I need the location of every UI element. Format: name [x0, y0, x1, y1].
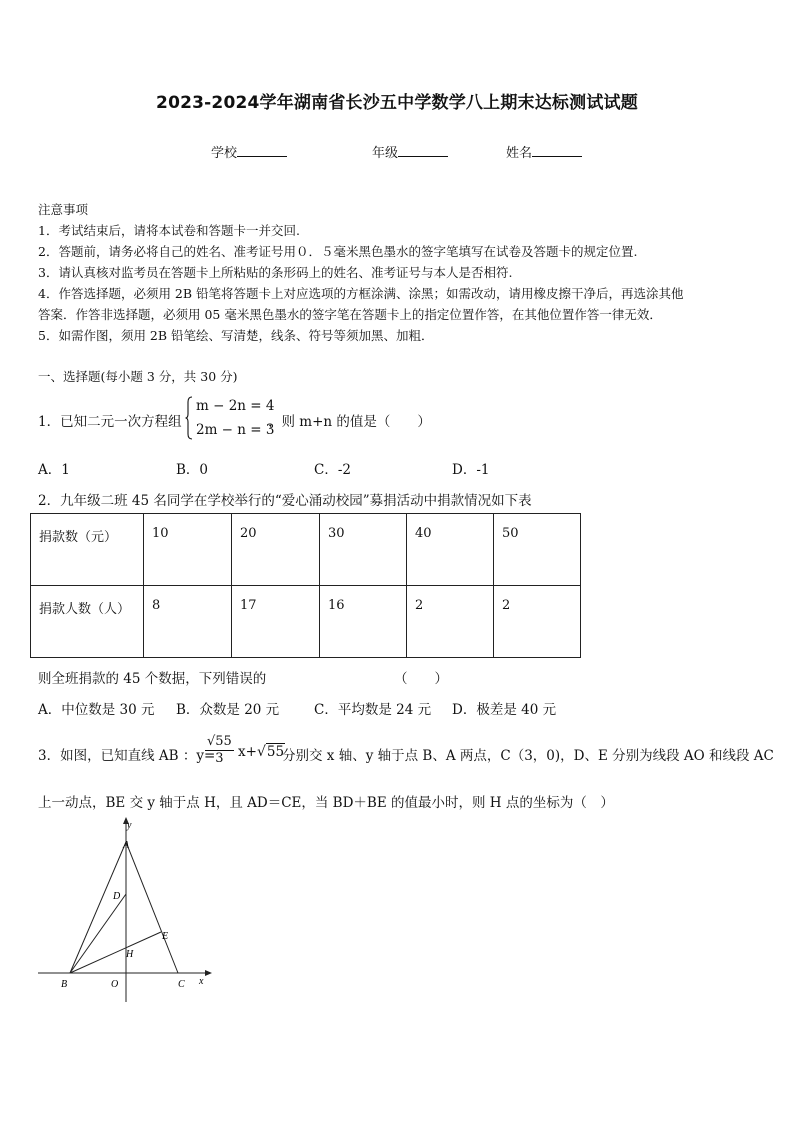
school-blank: [237, 144, 287, 157]
sqrt-icon: √: [256, 744, 266, 760]
table-cell: 2: [407, 586, 494, 658]
label-e: E: [162, 931, 169, 942]
q3-sqrt-value: 55: [266, 744, 285, 760]
x-axis-arrow-icon: [205, 970, 212, 976]
label-c: C: [178, 979, 185, 990]
q1-suffix: ，则 m+n 的值是（ ）: [268, 414, 431, 430]
notice-item: 2．答题前，请务必将自己的姓名、准考证号用０．５毫米黑色墨水的签字笔填写在试卷及答题卡的规定位置.: [38, 244, 638, 259]
table-cell: 2: [494, 586, 581, 658]
q1-equation-1: m − 2n = 4: [196, 398, 275, 414]
notice-item: 3．请认真核对监考员在答题卡上所粘贴的条形码上的姓名、准考证号与本人是否相符.: [38, 265, 513, 280]
table-row: [31, 514, 581, 586]
grade-blank: [398, 144, 448, 157]
q3-frac-denominator: 3: [215, 751, 224, 766]
notice-item: 5．如需作图，须用 2B 铅笔绘、写清楚，线条、符号等须加黑、加粗．: [38, 328, 434, 343]
q2-after: 则全班捐款的 45 个数据，下列错误的: [38, 671, 267, 687]
table-cell: 16: [320, 586, 407, 658]
notice-heading: 注意事项: [38, 202, 89, 217]
table-cell: 捐款数（元）: [31, 514, 144, 586]
table-cell: 30: [320, 514, 407, 586]
table-cell: 17: [232, 586, 320, 658]
q2-paren: （ ）: [394, 671, 448, 687]
q3-x-plus: x+: [238, 744, 257, 760]
label-a: A: [123, 840, 130, 851]
q3-line1-post: 分别交 x 轴、y 轴于点 B、A 两点，C（3，0)，D、E 分别为线段 AO 和线段 AC: [282, 748, 774, 764]
school-field: [211, 142, 287, 161]
table-cell: 捐款人数（人）: [31, 586, 144, 658]
segment-ac: [126, 842, 178, 973]
name-field: [506, 142, 582, 161]
label-o: O: [111, 979, 119, 990]
grade-field: [372, 142, 448, 161]
q3-line1-pre: 3．如图，已知直线 AB ：y=: [38, 748, 216, 764]
q1-brace-icon: [185, 396, 193, 440]
table-cell: 50: [494, 514, 581, 586]
q1-prefix: 1．已知二元一次方程组: [38, 414, 182, 430]
q2-stem: 2．九年级二班 45 名同学在学校举行的“爱心涌动校园”募捐活动中捐款情况如下表: [38, 493, 532, 509]
q2-option-a: A．中位数是 30 元: [38, 702, 155, 718]
q3-line1-mid: [238, 744, 285, 760]
table-cell: 40: [407, 514, 494, 586]
segment-be: [70, 932, 161, 973]
q2-option-c: C．平均数是 24 元: [314, 702, 432, 718]
notice-item: 答案．作答非选择题，必须用 05 毫米黑色墨水的签字笔在答题卡上的指定位置作答，在其他位置作答一律无效．: [38, 307, 662, 322]
label-y: y: [127, 820, 132, 831]
segment-ab: [70, 842, 126, 973]
page-title: 2023-2024学年湖南省长沙五中学数学八上期末达标测试试题: [156, 93, 638, 113]
label-x: x: [199, 976, 204, 987]
table-cell: 10: [144, 514, 232, 586]
q3-frac-numerator: √55: [207, 734, 232, 749]
q1-option-c: C．-2: [314, 462, 351, 478]
segment-bd: [70, 894, 126, 973]
q3-line2: 上一动点，BE 交 y 轴于点 H，且 AD＝CE，当 BD＋BE 的值最小时，则 H 点的坐标为（ ）: [38, 795, 614, 811]
q1-option-b: B．0: [176, 462, 209, 478]
q2-option-b: B．众数是 20 元: [176, 702, 280, 718]
table-cell: 20: [232, 514, 320, 586]
q2-option-d: D．极差是 40 元: [452, 702, 557, 718]
label-h: H: [126, 949, 134, 960]
label-b: B: [61, 979, 68, 990]
donation-table: [30, 513, 581, 658]
table-row: [31, 586, 581, 658]
section-heading: 一、选择题(每小题 3 分，共 30 分): [38, 369, 238, 384]
q1-option-a: A．1: [38, 462, 70, 478]
table-cell: 8: [144, 586, 232, 658]
q1-equation-2: 2m − n = 3: [196, 422, 275, 438]
q1-option-d: D．-1: [452, 462, 490, 478]
notice-item: 4．作答选择题，必须用 2B 铅笔将答题卡上对应选项的方框涂满、涂黑；如需改动，请用橡皮擦干净后，再选涂其他: [38, 286, 684, 301]
name-label: 姓名: [506, 146, 533, 161]
label-d: D: [113, 891, 121, 902]
q3-figure: [30, 812, 230, 1012]
q3-fraction: [205, 734, 234, 767]
name-blank: [532, 144, 582, 157]
grade-label: 年级: [372, 146, 399, 161]
notice-item: 1．考试结束后，请将本试卷和答题卡一并交回.: [38, 223, 300, 238]
school-label: 学校: [211, 146, 238, 161]
